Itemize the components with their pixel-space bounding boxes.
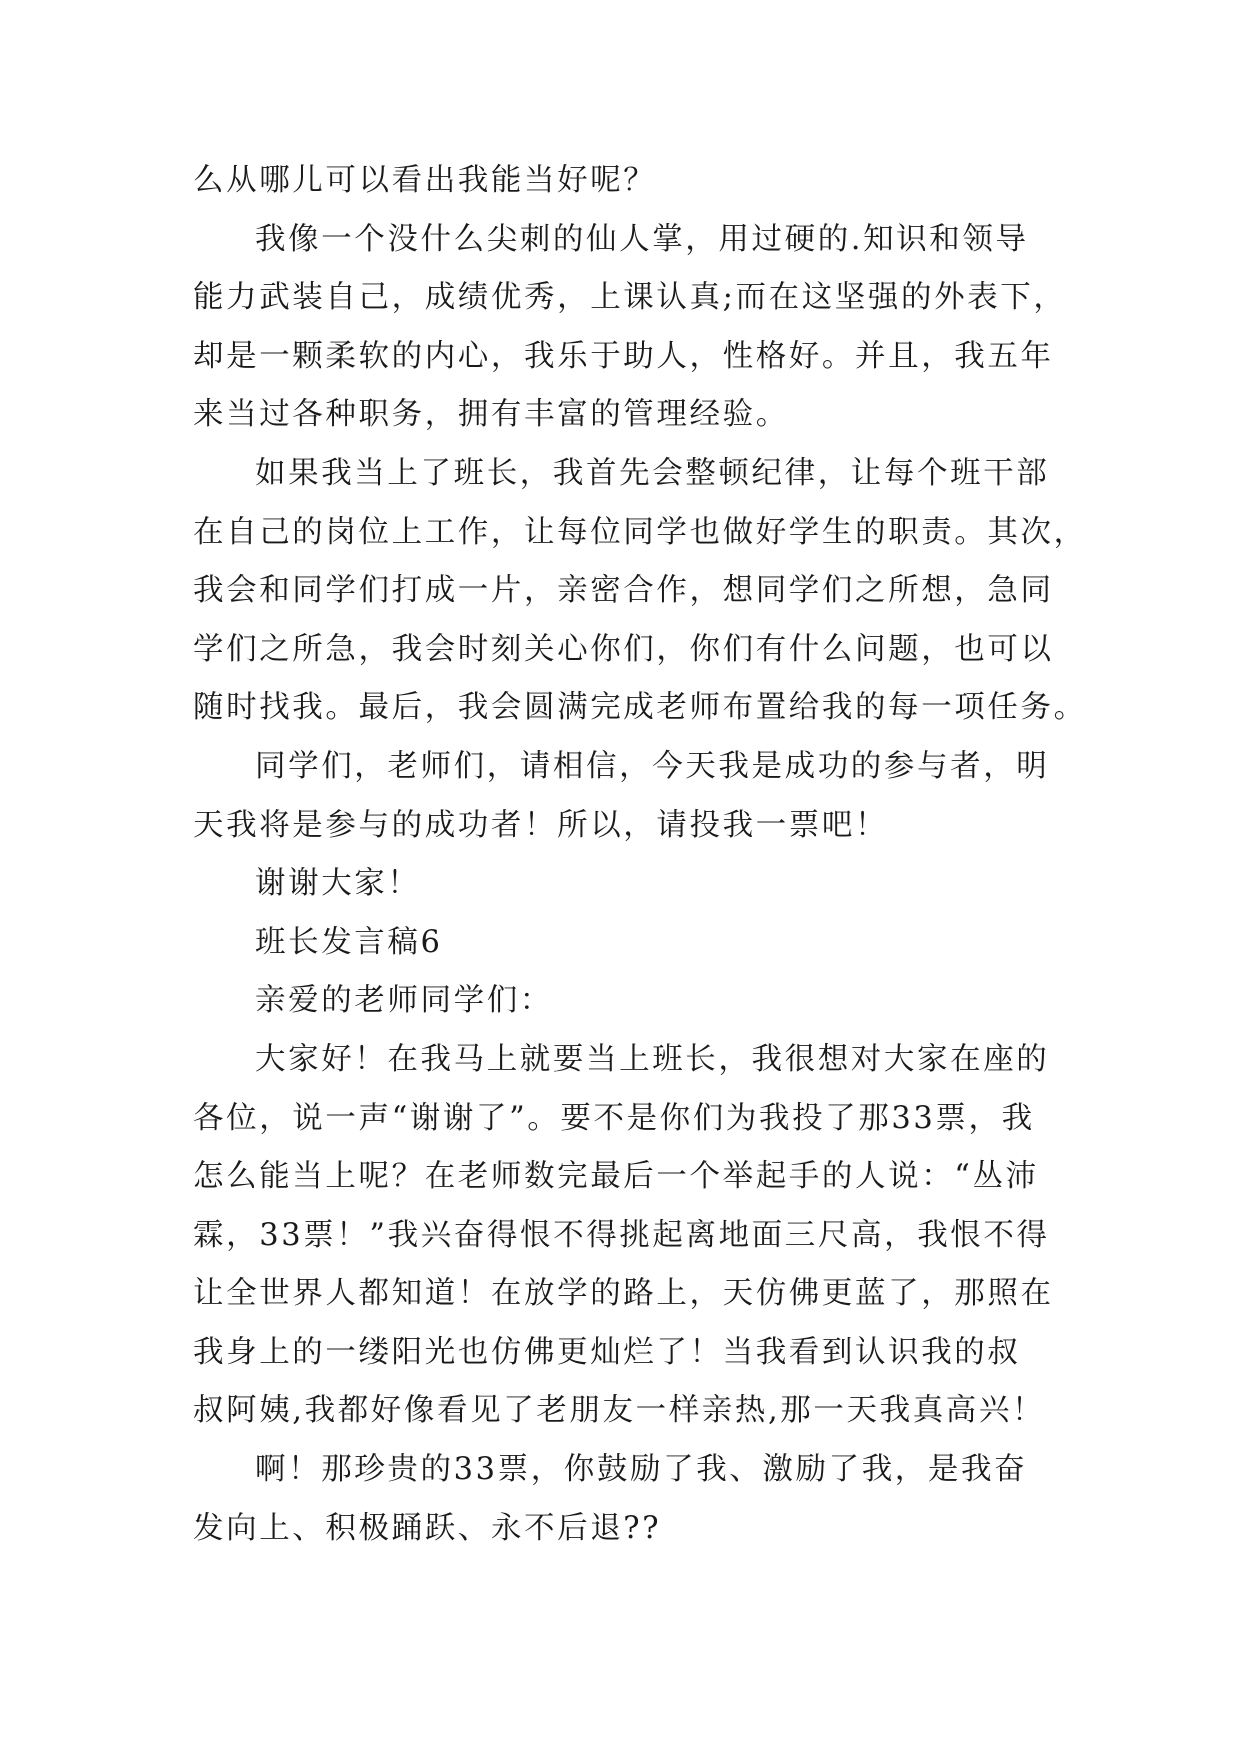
text-line: 学们之所急，我会时刻关心你们，你们有什么问题，也可以 bbox=[193, 631, 1054, 667]
text-line: 各位，说一声“谢谢了”。要不是你们为我投了那33票，我 bbox=[193, 1100, 1035, 1136]
text-line: 来当过各种职务，拥有丰富的管理经验。 bbox=[193, 397, 789, 433]
text-line: 能力武装自己，成绩优秀，上课认真;而在这坚强的外表下， bbox=[193, 280, 1067, 316]
text-line: 啊！那珍贵的33票，你鼓励了我、激励了我，是我奋 bbox=[255, 1452, 1028, 1488]
text-line: 却是一颗柔软的内心，我乐于助人，性格好。并且，我五年 bbox=[193, 338, 1054, 374]
text-line: 班长发言稿6 bbox=[255, 924, 443, 960]
text-line: 怎么能当上呢？在老师数完最后一个举起手的人说：“丛沛 bbox=[193, 1159, 1039, 1195]
text-line: 我会和同学们打成一片，亲密合作，想同学们之所想，急同 bbox=[193, 573, 1054, 609]
text-line: 我身上的一缕阳光也仿佛更灿烂了！当我看到认识我的叔 bbox=[193, 1334, 1021, 1370]
text-line: 随时找我。最后，我会圆满完成老师布置给我的每一项任务。 bbox=[193, 690, 1087, 726]
text-line: 发向上、积极踊跃、永不后退?? bbox=[193, 1510, 662, 1546]
text-line: 谢谢大家！ bbox=[255, 866, 421, 902]
document-body bbox=[193, 152, 1087, 1558]
text-line: 大家好！在我马上就要当上班长，我很想对大家在座的 bbox=[255, 1041, 1050, 1077]
text-line: 天我将是参与的成功者！所以，请投我一票吧！ bbox=[193, 807, 889, 843]
text-line: 同学们，老师们，请相信，今天我是成功的参与者，明 bbox=[255, 748, 1050, 784]
text-line: 霖，33票！”我兴奋得恨不得挑起离地面三尺高，我恨不得 bbox=[193, 1217, 1050, 1253]
text-line: 么从哪儿可以看出我能当好呢？ bbox=[193, 163, 657, 198]
text-line: 在自己的岗位上工作，让每位同学也做好学生的职责。其次， bbox=[193, 514, 1087, 550]
text-line: 我像一个没什么尖刺的仙人掌，用过硬的.知识和领导 bbox=[255, 221, 1029, 257]
text-line: 亲爱的老师同学们： bbox=[255, 983, 553, 1019]
text-line: 叔阿姨,我都好像看见了老朋友一样亲热,那一天我真高兴！ bbox=[193, 1393, 1046, 1429]
text-line: 让全世界人都知道！在放学的路上，天仿佛更蓝了，那照在 bbox=[193, 1276, 1054, 1312]
text-line: 如果我当上了班长，我首先会整顿纪律，让每个班干部 bbox=[255, 455, 1050, 491]
